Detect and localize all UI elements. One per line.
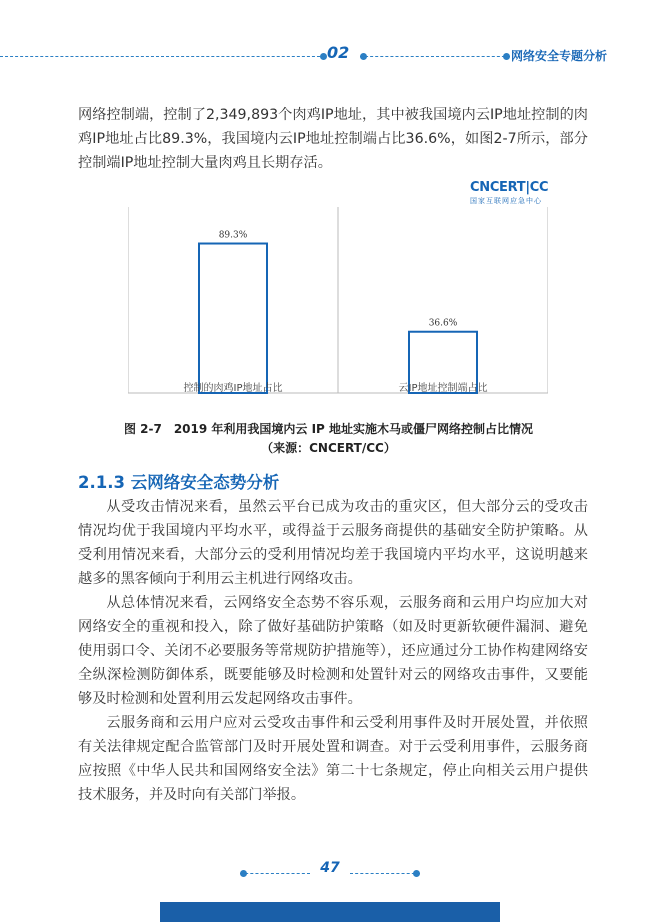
cncert-logo: [470, 180, 590, 206]
logo-brand: CNCERT|CC: [470, 180, 549, 195]
paragraph-1-text: 从受攻击情况来看，虽然云平台已成为攻击的重灾区，但大部分云的受攻击情况均优于我国境内平均水平，或得益于云服务商提供的基础安全防护策略。从受利用情况来看，大部分云的受利用情况均差于我国境内平均水平，这说明越来越多的黑客倾向于利用云主机进行网络攻击。: [78, 499, 588, 587]
category-label-1: 控制的肉鸡IP地址占比: [183, 383, 283, 394]
figure-caption-title: 图 2-7 2019 年利用我国境内云 IP 地址实施木马或僵尸网络控制占比情况: [123, 422, 534, 436]
paragraph-1: [78, 495, 588, 591]
data-label-2: 36.6%: [428, 318, 458, 329]
chapter-number: 02: [327, 43, 350, 62]
footer-dot-left: [240, 870, 247, 877]
bar-chart: [128, 207, 548, 397]
paragraph-3-text: 云服务商和云用户应对云受攻击事件和云受利用事件及时开展处置，并依照有关法律规定配合监管部门及时开展处置和调查。对于云受利用事件，云服务商应按照《中华人民共和国网络安全法》第二十七条规定，停止向相关云用户提供技术服务，并及时向有关部门举报。: [78, 715, 588, 803]
section-heading: 2.1.3 云网络安全态势分析: [78, 473, 280, 492]
page-number: 47: [320, 860, 340, 876]
footer-divider-right: [350, 873, 420, 874]
header-divider-right: [360, 56, 510, 57]
header-divider-left: [0, 56, 325, 57]
data-label-1: 89.3%: [218, 230, 248, 241]
paragraph-2: [78, 591, 588, 711]
bar-1: [199, 244, 267, 393]
header-dot-left: [320, 53, 327, 60]
logo-subtitle: 国家互联网应急中心: [470, 197, 542, 205]
paragraph-3: [78, 711, 588, 807]
footer-divider-left: [240, 873, 310, 874]
header-dot-end: [503, 53, 510, 60]
category-label-2: 云IP地址控制端占比: [398, 383, 488, 394]
running-section-title: 网络安全专题分析: [511, 49, 608, 63]
footer-dot-right: [413, 870, 420, 877]
paragraph-2-text: 从总体情况来看，云网络安全态势不容乐观，云服务商和云用户均应加大对网络安全的重视和投入，除了做好基础防护策略（如及时更新软硬件漏洞、避免使用弱口令、关闭不必要服务等常规防护措施等），还应通过分工协作构建网络安全纵深检测防御体系，既要能够及时检测和处置针对云的网络攻击事件，又要能够及时检测和处置利用云发起网络攻击事件。: [78, 595, 588, 707]
footer-bar: [160, 902, 500, 922]
intro-paragraph: 网络控制端，控制了2,349,893个肉鸡IP地址，其中被我国境内云IP地址控制的肉鸡IP地址占比89.3%，我国境内云IP地址控制端占比36.6%，如图2-7所示，部分控制端IP地址控制大量肉鸡且长期存活。: [78, 107, 588, 171]
figure-caption: [0, 420, 657, 458]
figure-caption-source: （来源：CNCERT/CC）: [261, 441, 396, 455]
